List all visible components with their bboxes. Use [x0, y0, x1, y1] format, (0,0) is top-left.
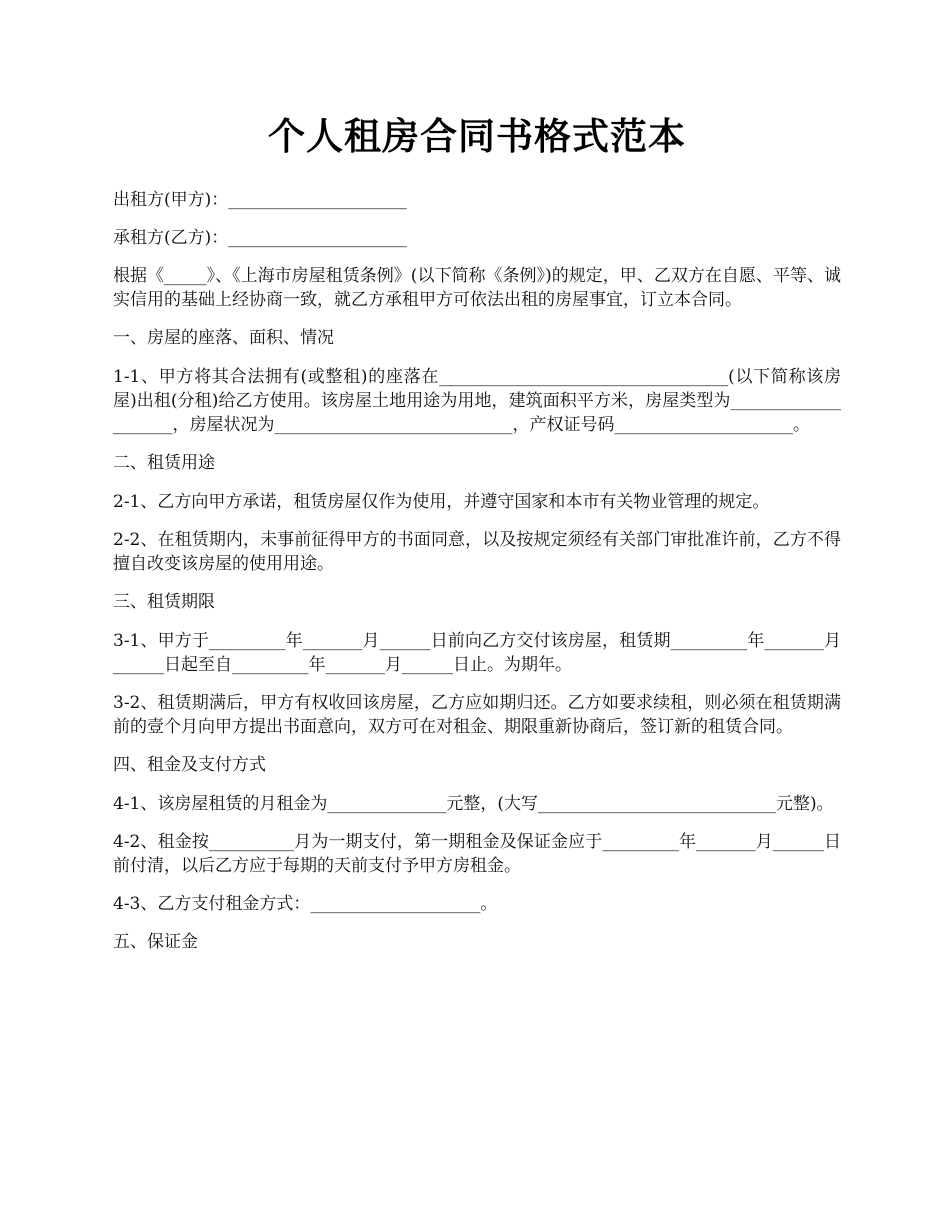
document-page: [113, 110, 841, 969]
section-heading-1: 一、房屋的座落、面积、情况: [113, 328, 334, 348]
clause-1-1: 1-1、甲方将其合法拥有(或整租)的座落在__________________________________(以下简称该房屋)出租(分租)给乙方使用。该房屋土地用途为用地，建筑面积平方米，房屋类型为____________________，房屋状况为____________________________，产权证号码_____________________。: [113, 367, 841, 435]
clause-4-3: 4-3、乙方支付租金方式：____________________。: [113, 894, 498, 914]
clause-3-2: 3-2、租赁期满后，甲方有权收回该房屋，乙方应如期归还。乙方如要求续租，则必须在租赁期满前的壹个月向甲方提出书面意向，双方可在对租金、期限重新协商后，签订新的租赁合同。: [113, 693, 841, 737]
clause-2-1: 2-1、乙方向甲方承诺，租赁房屋仅作为使用，并遵守国家和本市有关物业管理的规定。: [113, 492, 770, 512]
document-title: 个人租房合同书格式范本: [268, 114, 686, 158]
section-heading-2: 二、租赁用途: [113, 453, 215, 473]
section-heading-4: 四、租金及支付方式: [113, 755, 266, 775]
clause-4-1: 4-1、该房屋租赁的月租金为______________元整，(大写____________________________元整)。: [113, 794, 834, 814]
clause-3-1: 3-1、甲方于_________年_______月______日前向乙方交付该房屋，租赁期_________年_______月______日起至自_________年_______月______日止。为期年。: [113, 631, 841, 675]
preamble-paragraph: 根据《_____》、《上海市房屋租赁条例》(以下简称《条例》)的规定，甲、乙双方在自愿、平等、诚实信用的基础上经协商一致，就乙方承租甲方可依法出租的房屋事宜，订立本合同。: [113, 266, 841, 310]
clause-4-2: 4-2、租金按__________月为一期支付，第一期租金及保证金应于_________年_______月______日前付清，以后乙方应于每期的天前支付予甲方房租金。: [113, 832, 841, 876]
section-heading-3: 三、租赁期限: [113, 592, 215, 612]
lessee-field-line: 承租方(乙方)：_____________________: [113, 228, 407, 248]
section-heading-5: 五、保证金: [113, 932, 198, 952]
clause-2-2: 2-2、在租赁期内，未事前征得甲方的书面同意，以及按规定须经有关部门审批准许前，乙方不得擅自改变该房屋的使用用途。: [113, 530, 841, 574]
lessor-field-line: 出租方(甲方)：_____________________: [113, 190, 407, 210]
